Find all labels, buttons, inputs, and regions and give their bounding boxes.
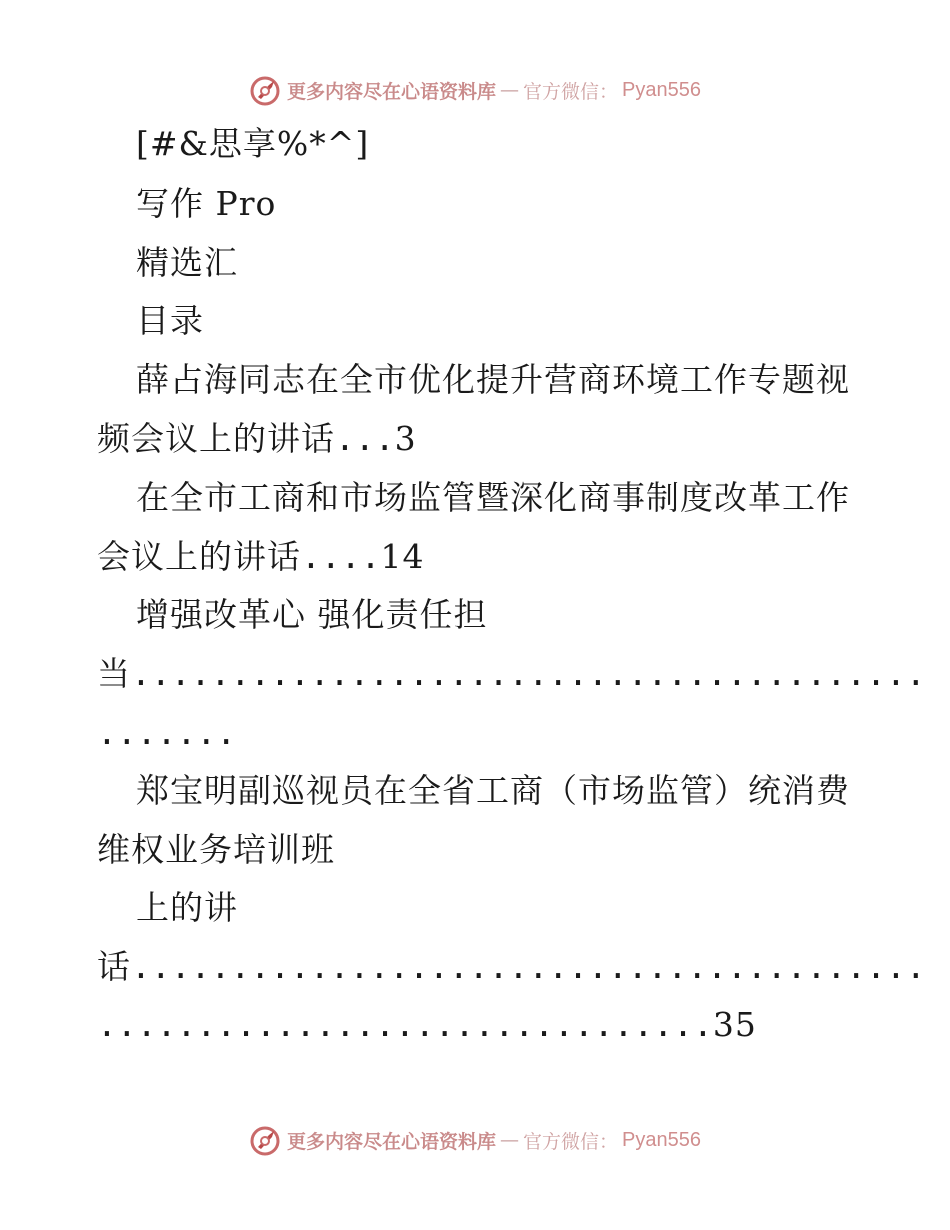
watermark-wechat-label: 官方微信： bbox=[523, 80, 619, 103]
toc-entry-1-line2 bbox=[97, 419, 417, 459]
footer-watermark bbox=[0, 1120, 950, 1160]
toc-entry-2-title-cont: 会议上的讲话 bbox=[97, 537, 301, 576]
toc-entry-4-title: 郑宝明副巡视员在全省工商（市场监管）统消费 bbox=[136, 771, 850, 810]
toc-heading: 目录 bbox=[136, 301, 204, 340]
toc-entry-4-page: 35 bbox=[712, 1005, 757, 1044]
toc-entry-1-title-cont: 频会议上的讲话 bbox=[97, 419, 335, 458]
toc-entry-1-page: 3 bbox=[394, 419, 417, 458]
toc-entry-2-line2 bbox=[97, 537, 424, 577]
toc-entry-4-line5 bbox=[97, 1005, 757, 1045]
watermark-wechat-id: Pyan556 bbox=[622, 78, 701, 101]
doc-subtitle: 写作 Pro bbox=[136, 184, 277, 223]
toc-entry-4-title-line3: 上的讲 bbox=[136, 888, 238, 927]
header-watermark bbox=[0, 70, 950, 110]
toc-entry-4-leader: ........................................ bbox=[131, 947, 926, 986]
doc-tag: [#&思享%*^] bbox=[136, 124, 370, 163]
watermark-text: 更多内容尽在心语资料库 bbox=[287, 80, 497, 103]
watermark-separator: — bbox=[500, 79, 520, 101]
toc-entry-3-line2 bbox=[97, 654, 926, 694]
toc-entry-4-leader-cont: ............................... bbox=[97, 1005, 713, 1044]
toc-entry-2-title: 在全市工商和市场监管暨深化商事制度改革工作 bbox=[136, 478, 850, 517]
toc-entry-1-title: 薛占海同志在全市优化提升营商环境工作专题视 bbox=[136, 360, 850, 399]
watermark-wechat-id: Pyan556 bbox=[622, 1128, 701, 1151]
toc-entry-2-page: 14 bbox=[380, 537, 425, 576]
watermark-separator: — bbox=[500, 1129, 520, 1151]
toc-entry-3-title-cont: 当 bbox=[97, 654, 131, 693]
toc-entry-3-title: 增强改革心 强化责任担 bbox=[136, 595, 488, 634]
toc-entry-4-title-cont: 话 bbox=[97, 947, 131, 986]
watermark-wechat-label: 官方微信： bbox=[523, 1130, 619, 1153]
toc-entry-2-leader: .... bbox=[301, 537, 381, 576]
pen-logo-icon bbox=[249, 73, 283, 107]
doc-collection: 精选汇 bbox=[136, 243, 238, 282]
toc-entry-3-leader-cont: ....... bbox=[97, 713, 237, 752]
pen-logo-icon bbox=[249, 1123, 283, 1157]
toc-entry-3-leader: ........................................ bbox=[131, 654, 926, 693]
watermark-text: 更多内容尽在心语资料库 bbox=[287, 1130, 497, 1153]
toc-entry-4-title-line2: 维权业务培训班 bbox=[97, 830, 335, 869]
toc-entry-1-leader: ... bbox=[335, 419, 395, 458]
toc-entry-4-line4 bbox=[97, 947, 926, 987]
